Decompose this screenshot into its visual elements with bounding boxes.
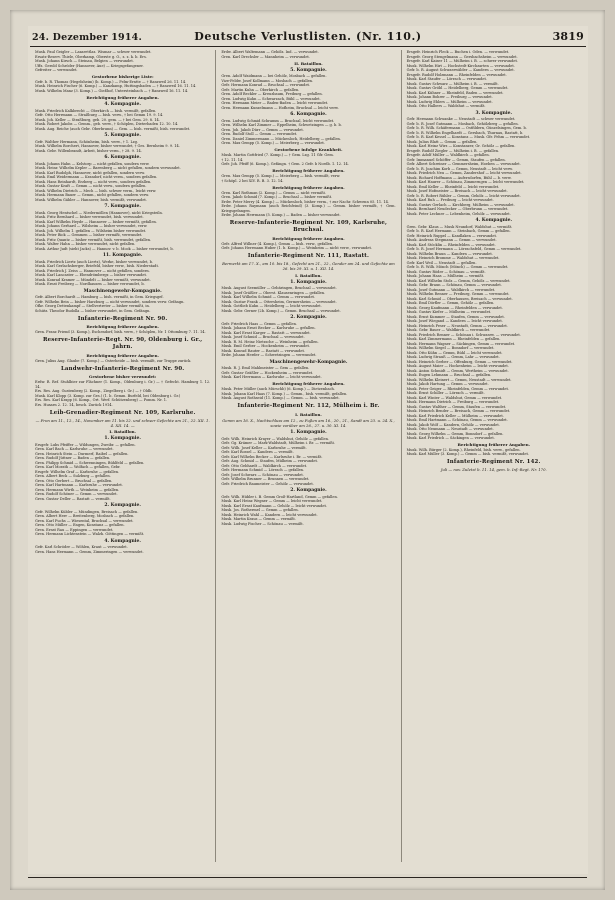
casualty-entry: Musk. Johann Haas — Mülheim — vermißt. xyxy=(406,274,485,278)
casualty-entry: Gefr. Albert Borchardt — Hamburg — bish. vermißt, in Gem. Kriegsgef. xyxy=(35,295,164,300)
casualty-entry: Gefr. b. R. Karl Hermann — Steinbach, Gemm — gefallen. xyxy=(406,229,511,233)
casualty-entry: Musk. Johann Kirsch — Steinau, Belgien — verwundet. xyxy=(35,59,134,63)
casualty-entry: Gren. Gebr. Klaus — Musk Neundorf, Waldshut — vermißt. xyxy=(406,224,513,229)
casualty-entry: Gefr. Gustav Gräßler — Hockenheim — verwundet. xyxy=(221,370,314,375)
casualty-entry: Musk. Ludwig Ehlers — Mülheim — verwundet. xyxy=(406,99,493,104)
casualty-entry: Gren. Adolf Beckler — Kreuzbaum, Freiburg — gefallen. xyxy=(221,92,323,97)
casualty-entry: Ers. Res. Karl Krapp (6. Komp., Ort. Werf. Schützenberg) — Pomm. Nr. 1. xyxy=(35,398,168,403)
casualty-entry: Musk. Paul Geigler — Lazarettlaz. Wismar — schwer verwundet. xyxy=(35,50,152,54)
text-column-1 xyxy=(30,50,215,862)
casualty-entry: Gefr. Otto Gebhardt — Waldkirch — verwundet. xyxy=(221,463,308,468)
casualty-entry: Gefr. Gg. Krämer — Mark-Waldstadt, Mülheim i. Br. — vermißt. xyxy=(221,441,336,446)
casualty-entry: Musk. Gustav Gerlach — Kirchberg, Mülheim — verwundet. xyxy=(406,202,515,207)
casualty-entry: Gren. Ludwig Kuhn — Schwarzach, Bühl — verwundet. xyxy=(221,96,321,101)
casualty-entry: Gefr. Wilh. Josef Keller — Karlsruhe — vermißt. xyxy=(221,445,307,450)
casualty-entry: Gefr. b. R. Thomas (Hegelsheim) (b. Komp.) — Felm-Erntte — † Ranzweil 26. 11. 14. xyxy=(35,79,187,84)
casualty-entry: Gefr. Karl Weil — Neustadt — gefallen. xyxy=(406,260,477,265)
casualty-entry: Musk. August Rothseid (11. Komp.) — Gemm. — bish. verwundet. xyxy=(221,396,340,401)
casualty-entry: Musk. Karl Müller (3. Komp.) — Gemm — bish. vermißt, verwundet. xyxy=(406,452,530,457)
company-heading: 2. Kompagnie. xyxy=(290,315,327,321)
casualty-entry: Gefr. Hermann Schmid — Lörrach — gefallen. xyxy=(221,468,305,473)
regiment-heading: Infanterie-Regiment Nr. 90. xyxy=(77,315,168,322)
casualty-entry: Gren. Albert Herr — Breitenberg, Mosbach — gefallen. xyxy=(35,514,135,519)
casualty-entry: Musk. Konrad Rauter — Rastatt — verwundet. xyxy=(221,348,306,353)
casualty-entry: Musk. Karl Staufer — Lörrach — verwundet. xyxy=(406,77,488,81)
text-column-2 xyxy=(215,50,400,862)
casualty-entry: Musk. Emil Keller — Rheinfeld — leicht verwundet. xyxy=(406,184,500,189)
casualty-entry: Gren. Max Gempp (5. Komp.) — Meierberg — bish. vermißt, verw. xyxy=(221,174,341,179)
casualty-entry: Musk. Andreas Stegmann — Gemm — verwundet. xyxy=(406,238,497,242)
columns-container xyxy=(30,50,586,862)
casualty-entry: Musk. Wilhelm Siegel — Bonndorf — verwundet. xyxy=(406,346,495,350)
casualty-entry: Gefr. Immanuel Schöffer — Gemm, Staufen — gefallen. xyxy=(406,157,506,162)
casualty-entry: Musk. Karl Heinz Wegner — Gemm — leicht verwundet. xyxy=(221,499,323,504)
casualty-entry: Musk. Gebr. Bauer — Waldkirch — verwundet. xyxy=(406,328,491,332)
company-heading: 7. Kompagnie. xyxy=(104,204,141,210)
casualty-entry: Musk. Anton Schmidt — Gemm, Wertheim — verwundet. xyxy=(406,368,509,373)
casualty-entry: Musk. Hermann Wagner — Säckingen, Gemm — verwundet. xyxy=(406,341,516,346)
casualty-entry: Musk. Heinr. Wilhelm Kepler — Barenberg — nicht gefallen, sondern verwundet. xyxy=(35,166,181,171)
casualty-entry: Gren. Heinrich Stein — Durmerf, Raibel — gefallen. xyxy=(35,451,129,456)
casualty-entry: Musk. Eugen Lehmann — Bruchsal — gefallen. xyxy=(406,373,492,377)
casualty-entry: Musk. Gebr. Gerner (2b. Komp.) — Gemm. Bruchsal — verwundet. xyxy=(221,308,341,313)
casualty-entry: Musk. Johann Gerhard — Wilsheim — bisher verwundet, verw. xyxy=(35,224,148,229)
casualty-entry: Gefr. Friedrich Baumeister — Gehölz — verwundet. xyxy=(221,481,314,486)
casualty-entry: Musk. Emil Hartmann — Schönau, Gemm — verwundet. xyxy=(406,418,508,422)
casualty-entry: Musk. Karl Ruh — Freiburg — leicht verwundet. xyxy=(406,198,494,202)
casualty-entry: Musk. Peter Müller (auch Mürschb) (6. Komp.) — Dietzenbach. xyxy=(221,387,335,392)
casualty-entry: Gren. Karl Drechsler — Mannheim — verwundet. xyxy=(221,54,310,59)
casualty-entry: Musk. Martin Gottfried (7. Komp.) — † Gem. Lzg. 11 Gfr. Gem. xyxy=(221,153,334,158)
casualty-entry: Musk. Karl Ernst Kaufmann — Gehölz — leicht verwundet. xyxy=(221,503,328,508)
casualty-entry: Gefr. Wilh. Heinrich Krayer — Waldshut, Gehölz — gefallen. xyxy=(221,436,330,441)
casualty-entry: Musk. Gebr. Braun — Schönau, Gemm — verwundet. xyxy=(406,283,502,287)
casualty-entry: Musk. Karl Wilhelm Schmid — Gemm — verwundet. xyxy=(221,295,316,300)
casualty-entry: Musk. Friedrich Kalkbrecht — Oberkirch — bish. vermißt, gefallen. xyxy=(35,108,157,113)
casualty-entry: Musk. Georg Kaufmann — Rheinfelden — verwundet. xyxy=(406,305,503,310)
casualty-entry: Gren. Karl Bach — Karlsruhe — verwundet. xyxy=(35,447,114,452)
date-range-note: Juli — nov. Zuletzt b. 11. 14, gem. b. Inf.-Regt. Nr. 170. xyxy=(440,467,547,473)
casualty-entry: Musk. Peter Bick — Gemmen — bisher vermißt, verwundet. xyxy=(35,233,143,238)
casualty-entry: Gren. Gustav Deller — Rastatt — vermißt. xyxy=(35,496,111,501)
casualty-entry: † 12. 11. 14. xyxy=(221,157,244,162)
casualty-entry: Musk. Wilhelm Kleinert — Gemm, Neustadt — verwundet. xyxy=(406,377,512,382)
subsection-heading: Berichtigung früherer Angaben. xyxy=(86,94,159,100)
casualty-entry: Gefr. b. R. Josef Gutmann — Mosbach, Gehölzberg — gefallen. xyxy=(406,121,519,126)
date-range-note: — Fron am 11., 12., 14., November am 11. bis 22. und schwer Gefechte am 21., 22. XII. 1. 4. XII. 14. — xyxy=(35,417,210,428)
bottom-rule xyxy=(28,877,587,878)
casualty-entry: Musk. Josef Hofmeister — Breisach — leicht verwundet. xyxy=(406,189,508,193)
casualty-entry: Gren. Adolf Waidmann — bei Gehölz, Mosbach — gefallen. xyxy=(221,74,327,79)
casualty-entry: Musk. R. J. Emil Mahlmeister — Gem — gefallen. xyxy=(221,366,310,371)
casualty-entry: Gren. Rudolf Schöner — Gemm — verwundet. xyxy=(35,492,118,497)
casualty-entry: Musk. Karl Friedrich Keller — Mülheim — verwundet. xyxy=(406,413,504,418)
casualty-entry: Musk. Otto Kühn — Gemm, Bühl — leicht verwundet. xyxy=(406,350,503,355)
regiment-heading: Infanterie-Regiment Nr. 112, Mülheim i. Br. xyxy=(237,403,380,410)
company-heading: 5. Kompagnie. xyxy=(290,67,327,73)
casualty-entry: Gren. Ludwig Schmid Schramm — Bruchsal, leicht verwundet. xyxy=(221,118,335,123)
subsection-heading: Berichtigung früherer Angaben. xyxy=(86,324,159,330)
casualty-entry: Ersgefr. Karl Kaiser 11 — Mülheim i. B. — schwer verwundet. xyxy=(406,59,519,63)
casualty-entry: Musk. Martin Kraus — Gemm — vermißt. xyxy=(221,517,296,522)
casualty-entry: Musk. Peter Lechner — Lebenheim, Gehölz — verwundet. xyxy=(406,211,511,216)
masthead-title: Deutsche Verlustlisten. (Nr. 110.) xyxy=(194,30,422,43)
subsection-heading: Gestorbene bisherige Liste: xyxy=(91,74,154,79)
casualty-entry: Musk. Konrad Kramer — Mündelt — bisher vermißt, verwundet. xyxy=(35,277,151,282)
casualty-entry: Gefr. Otto Herrmann — Straßburg — bish. verw., † bei Gemm 19. 9. 14. xyxy=(35,113,164,118)
casualty-entry: Gefr. b. R. Karl Kessel — Konstanz — Musk. Gfr. Fehm — verwundet. xyxy=(406,135,531,139)
casualty-entry: Gren. Franz Friend (3. Komp.), Eschendorf, bish. verw., † Schöplen, Nr. 1 Ottomburg 7. 11. 14. xyxy=(35,330,206,335)
casualty-entry: Gren. Albert Beck — Sulzburg — gefallen. xyxy=(35,474,111,479)
casualty-entry: Musk. Karl Rudolph, Hannover, nicht gefallen, sondern verw. xyxy=(35,170,145,175)
casualty-entry: Ersgefr. Lubs Pfeiffer — Wildungen, Zweibr. — gefallen. xyxy=(35,442,136,447)
subsection-heading: Berichtigung früherer Angaben. xyxy=(272,235,345,241)
casualty-entry: Musk. Friedrich Neu — Gemm, Zandershof — leicht verwundet. xyxy=(406,171,522,175)
casualty-entry: Erdw. Peter Merry (4. Komp.) — Mückenloch, bisher verm., † zur Nachr. Schwenn 05. 11. 14. xyxy=(221,199,390,204)
casualty-entry: Erdw. Johann Herder — Schwetzingen — verwundet. xyxy=(221,353,317,358)
regiment-heading: Leib-Grenadier-Regiment Nr. 109, Karlsruhe. xyxy=(49,409,196,416)
casualty-entry: Gefr. Alfred Willner (4. Komp.), Gemm — bish. verw., gefallen. xyxy=(221,241,334,246)
subsection-heading: Berichtigung früherer Angaben. xyxy=(272,381,345,387)
casualty-entry: Musk. Emil Weidermann — Krandorf, nicht verm., sondern gefallen. xyxy=(35,175,158,180)
casualty-entry: Musk. Wilhelm Borchert, Hannover, bisher verwundet, † Ges. Bernheim 9. 9. 14. xyxy=(35,144,180,149)
subsection-heading: I. Bataillon. xyxy=(109,429,136,435)
casualty-entry: Musk. Jakob Wolf — Kandern, Gehölz — verwundet. xyxy=(406,422,500,427)
casualty-entry: Ers. Husarn 2. 12. 14, besch. Zurück 1914. xyxy=(35,402,113,407)
subsection-heading: Berichtigung früherer Angaben. xyxy=(272,168,345,174)
casualty-entry: Musk. Emil Dörfler — Gemm, Gehölz — gefallen. xyxy=(406,301,495,305)
casualty-entry: Musk. Otto Halbers — Waldshut — vermißt. xyxy=(406,104,486,108)
casualty-entry: Musk. Karl Kühner — Rheinfeld, Baden — verwundet. xyxy=(406,90,504,95)
casualty-entry: Gren. Philipp Schmid — Schwenningen, Bühlfeld — gefallen. xyxy=(35,460,145,465)
company-heading: 4. Kompagnie. xyxy=(104,538,141,544)
casualty-entry: Gren. Hans Hermann — Gemm, Zimmeringen — verwundet. xyxy=(35,549,144,554)
casualty-entry: Musk. Heinrich Bender — Breisach, Gemm — verwundet. xyxy=(406,409,511,413)
casualty-entry: Gefr. b. R. Wilh. Schäfermann — Ostfildern, Günzelsingen, Gem. b. xyxy=(406,126,527,130)
casualty-entry: Musk. Josef Gräßler — Oberst. Klausenringen — gefallen. xyxy=(221,290,326,295)
casualty-entry: Musk. Karl Schmid — Oberhausen, Breisach — verwundet. xyxy=(406,296,513,301)
casualty-entry: Musk. Heinrich Wahl — Kandern — leicht verwundet. xyxy=(221,512,318,517)
casualty-entry: Musk. Heinrich Feser — Neustadt, Gemm — verwundet. xyxy=(406,323,508,328)
subsection-heading: Berichtigung früherer Angaben. xyxy=(457,442,530,447)
casualty-entry: Uffz. Gerold Schröder (Hannover, Aue) — Kriegsgefangener. xyxy=(35,63,144,68)
casualty-entry: Musk. Karl Lancaster — Ebendrömbergz — bisher verwundet. xyxy=(35,273,148,278)
company-heading: 6. Kompagnie. xyxy=(290,112,327,118)
casualty-entry: Musk. Josef Gutmann — Waldkirch — verwundet. xyxy=(406,287,496,292)
casualty-entry: Erdw. Albert Waltemann — Gehölz. Ind. — verwundet. xyxy=(221,50,319,54)
company-heading: 6. Kompagnie. xyxy=(104,155,141,161)
casualty-entry: Gren. Karl Morath — Wolfach — gefallen, Gebr. xyxy=(35,465,121,470)
casualty-entry: Musk. Wilhelm Renner — Freiburg, Gemm — verwundet. xyxy=(406,292,510,296)
casualty-entry: Musk. Gustav Schwarz — Mülheim i. B. — vermißt. xyxy=(406,81,499,86)
casualty-entry: Gefr. Hermann Konrad — Bruchsal — verwundet. xyxy=(221,83,311,88)
casualty-entry: Musk. Karl Stöcklin — Rheinfelden — verwundet. xyxy=(406,242,496,247)
casualty-entry: Musk. Karl Wilhelm Stolz — Gemm, Gehölz — verwundet. xyxy=(406,278,511,283)
casualty-entry: Gefr. Wilhelm Bein — bisher Harzburg — nicht verwundet, sondern verw. Gefängn. xyxy=(35,299,185,304)
casualty-entry: Gefr. b. R. August Schwarzwälder — Kandern — verwundet. xyxy=(406,68,515,72)
casualty-entry: Musk. Aug. Reiche (auch Gebr. Oberbrunn) — Gem. — bish. vermißt, bish. verwundet. xyxy=(35,126,191,131)
subsection-heading: Berichtigung früherer Angaben. xyxy=(86,352,159,358)
casualty-entry: Gefr. b. R. Robert Rühler — Gemm, Gehölz — leicht verwundet. xyxy=(406,193,521,198)
casualty-entry: Gefr. Aug. Schmid — Staufen, Mülheim — verwundet. xyxy=(221,459,319,464)
casualty-entry: Gefr. Karl Wilhelm Becker — Karlsruhe i. Br. — vermißt. xyxy=(221,454,323,459)
subsection-heading: I. Bataillon. xyxy=(295,411,322,417)
casualty-entry: Musk. Karl Klopp (3. Komp. zur Ges.) (1. b. Gemm. Burfeld, bei Oldenburg i. Gr.) xyxy=(35,393,181,398)
casualty-entry: Gren. Jakob Schmid (7. Komp.) — Bruchsal — bisher vermißt. xyxy=(221,195,333,200)
casualty-entry: Gren. Rudolf Jüttner — Baden — gefallen. xyxy=(35,456,111,461)
casualty-entry: Gefr. Friedrich Haas — Gemm — gefallen. xyxy=(221,321,297,326)
company-heading: 11. Kompagnie. xyxy=(102,253,143,259)
casualty-entry: Ers. Res. Aug. Gustenberg (2. Komp., Ziegelberg i. Gr.) — † Oldb. xyxy=(35,389,153,394)
company-heading: Maschinengewehr-Kompagnie. xyxy=(83,288,162,294)
casualty-entry: Musk. Arthur Judt (sieht Jacks) — Hannov. v. b. Mock — bisher verwundet, b. xyxy=(35,246,174,251)
casualty-entry: Schütz. Theodor Rudolla — bisher verwundet, in Gem. Gefängn. xyxy=(35,308,151,313)
casualty-entry: Gren. Joh. Jakob Dürr — Gemm — verwundet. xyxy=(221,127,304,132)
casualty-entry: † Schöpl. 2 bei XIV. R. B. 3. 12. 14. xyxy=(221,178,284,183)
subsection-heading: II. Bataillon. xyxy=(294,60,323,66)
casualty-entry: Musk. Ernst Freiberg — Nordhausen — bisher verwundet, b. xyxy=(35,282,145,287)
date-range-note: Bermerkt am 17. X., am 10. bis 18., Gefecht am 21., 22., Gender am 24. und Gefechte am 26. bis 29. XI. u. 1. XII. 14. xyxy=(222,261,395,272)
subsection-heading: Gestorbene infolge Krankheit. xyxy=(274,147,343,153)
casualty-entry: Musk. Georg Wilhelm — Gemm, Bonndorf — gefallen. xyxy=(406,431,504,436)
casualty-entry: Erdw. Johann Raymann (auch Reichfeind) (3. Komp.) — Gemm. bisher vermißt, † Gem. Kriegsgefangen. xyxy=(221,204,396,213)
casualty-entry: Musk. Fritz Quantz — bisher vermißt, bish. verwundet, gefallen. xyxy=(35,237,152,242)
casualty-entry: Musk. Gustav Frank — Ottersheim, Germersheim — verwundet. xyxy=(221,299,337,304)
masthead-date: 24. Dezember 1914. xyxy=(32,32,142,43)
casualty-entry: Musk. Karl Ernst Karger — Rastatt — verwundet. xyxy=(221,330,311,335)
casualty-entry: Musk. Karl Heinz Wirz — Konstanzer, Gr. Gehölz — gefallen. xyxy=(406,144,516,148)
casualty-entry: Gren. Karl Rothman (2. Komp.) — Gemm — nicht vermißt. xyxy=(221,190,327,195)
casualty-entry: Vize-Feldw. Josef Kollmann — Mosbach — gefallen. xyxy=(221,78,314,83)
casualty-entry: Musk. August Maier — Hockenheim — leicht verwundet. xyxy=(406,364,509,368)
casualty-entry: Musk. Hermann Dietrich — Freiburg — verwundet. xyxy=(406,400,500,404)
casualty-entry: Musk. Emil Gerber — Hockenheim — verwundet. xyxy=(221,344,311,349)
company-heading: 3. Kompagnie. xyxy=(475,110,513,116)
casualty-entry: Gefr. Albert Schreiner — Gemmersheim, Hoeben — verwundet. xyxy=(406,162,521,166)
casualty-entry: Erdw. R. Ref. Stuhlbier zur Flächner (1. Komp., Oldenburg i. Gr.) — † Gefecht. Hamburg 1. 12. 14. xyxy=(35,380,211,389)
casualty-entry: Musk. Gustav Kiefer — Mülheim — verwundet. xyxy=(406,310,492,314)
casualty-entry: Gefr. Johann Herrmann Huber (1. b. Komp.) — Weinheim — nicht verw., verwundet. xyxy=(221,246,373,251)
regiment-heading: Reserve-Infanterie-Regiment Nr. 109, Karlsruhe, Bruchsal. xyxy=(229,220,388,234)
casualty-entry: Musk. Wilhelm Hirt — Hochstedt-Kirchzarten — verwundet. xyxy=(406,63,515,68)
casualty-entry: Musk. Johann Ernst Becker — Karlsruhe — gefallen. xyxy=(221,326,316,331)
regiment-heading: Reserve-Infanterie-Regt. Nr. 90, Oldenburg i. Gr., Jahrn. xyxy=(42,337,203,351)
casualty-entry: Musk. Karl Haurer — Schönau, Zimmerngen — leicht verwundet. xyxy=(406,180,525,184)
casualty-entry: Musk. August Seemüller — Gebäringen, Bruchsal — verwundet. xyxy=(221,286,337,291)
casualty-entry: Gefr. Wilhelm Kübler — Mündingen, Breisach — gefallen. xyxy=(35,509,139,514)
casualty-entry: Musk. Gebr. Willenbrandt, Arbeit, bisher verm., † 28. 9. 14. xyxy=(35,148,142,153)
company-heading: Maschinengewehr-Kompagnie. xyxy=(269,359,348,365)
subsection-heading: I. Bataillon. xyxy=(295,272,322,278)
casualty-entry: Gefr. Wilhelm Brunner — Brunnen — verwundet. xyxy=(221,477,310,482)
casualty-entry: Gren. Otto Müller — Engen, Konstanz — gefallen. xyxy=(35,523,125,528)
casualty-entry: Musk. Robert Jakobs — Gemm., geb. verw., † Schöplen, Dieterbaden 12. 10. 14. xyxy=(35,122,179,127)
paper-background xyxy=(10,10,605,890)
casualty-entry: Gren. Hermann Wirth — Weinheim — gefallen. xyxy=(35,487,120,492)
casualty-entry: Ersgefr. Rudolf Holzmann — Rheinfelden — verwundet. xyxy=(406,72,507,77)
casualty-entry: Musk. Fritz Bernhard — bisher verwundet, bish. verwundet. xyxy=(35,215,144,220)
casualty-entry: Gren. Hermann Kunzelmann — Hofheim, Bruchsal — leicht verw. xyxy=(221,105,339,110)
casualty-entry: Musk. Peter Geiger — Rheinfelden, Gemm — verwundet. xyxy=(406,386,510,391)
casualty-entry: Musk. Karl Wilhelm Heyde — Hannover — bisher vermißt, gefallen. xyxy=(35,219,157,224)
casualty-entry: Musk. Jakob Hartung — Gemm — verwundet. xyxy=(406,382,489,386)
casualty-entry: Musk. Josef Wiegand — Kandern — leicht verwundet. xyxy=(406,319,503,323)
casualty-entry: Ersgefr. Adolf Müller — Waldkirch — gefallen. xyxy=(406,153,490,157)
casualty-entry: Musk. Walter Hahn — bisher verwundet, nicht gefallen. xyxy=(35,242,136,247)
casualty-entry: Gefr. Walther Hermann, Schönheim, bish. verw., † 1. Lzg. xyxy=(35,139,139,144)
casualty-entry: Musk. Wilhelm Manz (3. Komp.) — Gießhof, Untersteinbach — † Ranzweil 16. 11. 14. xyxy=(35,88,189,93)
casualty-entry: Gefr. Hermann Schwanke — Neustadt — schwer verwundet. xyxy=(406,117,516,121)
casualty-entry: Musk. Gottlieb Kuhn — Heidelberg — leicht verwundet. xyxy=(221,304,322,309)
casualty-entry: Musk. Josef Schmid — Bruchsal — verwundet. xyxy=(221,335,305,340)
casualty-entry: Musk. Gustav Walther — Gemm, Staufen — verwundet. xyxy=(406,404,507,409)
casualty-entry: Musk. Hermann Bauer — Gemm., nicht gefallen, sondern verw. xyxy=(35,193,150,198)
casualty-entry: Musk. Wilh. Bürger (2. Komp.), Rheinfeld, bish. verw., gefallen. xyxy=(406,447,521,452)
casualty-entry: Musk. Joh. Keller — Straßburg, geb. 20. gem. — † bei Gem. 29. 8. 14. xyxy=(35,117,160,122)
casualty-entry: Musk. Heinrich Bromme — Waldshut — verwundet. xyxy=(406,256,500,260)
company-heading: 4. Kompagnie. xyxy=(104,102,141,108)
casualty-entry: Musk. Karl Gerlachsberger, Briefeld, bisher verw., bish. Niederstadt. xyxy=(35,264,160,269)
masthead xyxy=(30,26,586,47)
casualty-entry: Gefr. Karl Schröder — Wöhlen, Kraut — verwundet. xyxy=(35,545,128,550)
casualty-entry: Musk. Karl Zimmermann — Rheinfelden — gefallen. xyxy=(406,337,501,341)
casualty-entry: Gefr. Josef Schwarz — Schönau — verwundet. xyxy=(221,472,304,477)
casualty-entry: Musk. Heinrich Gerber — Offenburg, Gemm — verwundet. xyxy=(406,359,513,364)
company-heading: 2. Kompagnie. xyxy=(290,488,327,494)
casualty-entry: Gren. Daniel Zimmermann — Mückenloch, Heidelberg — gefallen. xyxy=(221,136,341,141)
company-heading: 1. Kompagnie. xyxy=(290,279,327,285)
regiment-heading: Landwehr-Infanterie-Regiment Nr. 90. xyxy=(60,365,185,372)
casualty-entry: Gefr. b. R. Joachim Korb — Gemm, Neustadt — leicht verw. xyxy=(406,166,513,171)
casualty-entry: Musk. Richard Hoffmann — Aufersdorfen, Bühl — b. verw. xyxy=(406,175,512,180)
casualty-entry: Gefr. b. R. Wilh. Mönch (Mönch) — Gemm — verwundet. xyxy=(406,265,509,269)
casualty-entry: Gren. Hermann Meier — Baden-Baden — leicht verwundet. xyxy=(221,101,329,106)
casualty-entry: Gefr. b. R. Josef Hermann — Lörrachsfeld, Gemm — verwundet. xyxy=(406,247,522,251)
company-heading: 1. Kompagnie. xyxy=(290,430,327,436)
casualty-entry: Musk. Karl Winter — Waldshut, Gemm — verwundet. xyxy=(406,395,503,400)
company-heading: 1. Kompagnie. xyxy=(104,436,141,442)
casualty-entry: Erdw. Johann Herrmann (5. Komp.) — Baden — bisher verwundet. xyxy=(221,213,341,218)
casualty-entry: Musk. Georg Hentschel — Niedermöllen (Hannover), nicht Kriegsteiln. xyxy=(35,210,163,215)
text-column-3 xyxy=(401,50,586,862)
subsection-heading: Gestorbene bisher verwundet: xyxy=(88,374,157,380)
casualty-entry: Musk. Johann Hahn — Kelstorp — nicht gefallen, sondern verw. xyxy=(35,161,150,166)
casualty-entry: Ersgefr. Georg Stengelmann — Gersbachsheim — verwundet. xyxy=(406,54,518,59)
casualty-entry: Gefr. Martin Kuhn — Oberkirch — gefallen. xyxy=(221,87,300,92)
casualty-entry: Musk. Ludwig Fischer — Schönau — vermißt. xyxy=(221,521,304,526)
casualty-entry: Musk. Gustav Gröbl — Heidelberg, Gemm — verwundet. xyxy=(406,86,509,90)
casualty-entry: Musk. Julius Blatt — Gemm — gefallen. xyxy=(406,139,478,144)
casualty-entry: Musk. Karl Herrmann — Karlsruhe — leicht verwundet. xyxy=(221,375,322,380)
casualty-entry: Musk. Friedrich Liertz (auch Liertz), Werke, bisher verwundet, b. xyxy=(35,259,154,264)
newspaper-sheet xyxy=(28,26,588,874)
company-heading: 4. Kompagnie. xyxy=(475,218,513,223)
casualty-entry: Gren. Rudolf Stoll — Gemm — verwundet. xyxy=(221,132,298,137)
casualty-entry: Musk. Jos. Rothermel — Gemm — gefallen. xyxy=(221,508,299,513)
casualty-entry: Musk. Friedrich J. Zeiss — Hannover — nicht gefallen, sondern. xyxy=(35,268,150,273)
regiment-heading: Infanterie-Regiment Nr. 142. xyxy=(447,459,541,466)
date-range-note: Gemm am 16. X., Nachtschluss am 12., zu Fußen am 16., 20., 21., Sandt am 23. u. 24. X., sowie vorüber am 26., 27. u. 30. XI. 14. xyxy=(222,418,395,429)
casualty-entry: Musk. Ludwig Strauß — Gemm, Lahr — verwundet. xyxy=(406,355,500,359)
casualty-entry: Gren. Hermann Lichtenstein — Walzh. Göttingen — vermißt. xyxy=(35,532,145,537)
casualty-entry: Gren. Max Gempp (5. Komp.) — Meierberg — verwundet. xyxy=(221,141,325,146)
regiment-heading: Infanterie-Regiment Nr. 111, Rastatt. xyxy=(247,253,370,260)
subsection-heading: Berichtigung früherer Angaben. xyxy=(272,184,345,190)
casualty-entry: Gren. Wilhelm Karl Zimmer — Eppelheim, Schwetzingen — g. b. b. xyxy=(221,123,342,128)
casualty-entry: Gefr. Heinrich Ruppel — Kandlaken — verwundet. xyxy=(406,233,498,238)
casualty-entry: Musk. Heinrich Fischer (6. Komp.) — Kanzkamp, Huttingsbaden — † Ranzweil 16. 11. 14. xyxy=(35,84,197,89)
casualty-entry: Musk. Hans Reinhardt, Erzberg — nicht verw., sondern gefallen. xyxy=(35,179,152,184)
casualty-entry: Gefr. b. R. Wilhelm Engelhardt — Gersbach, Thurnau, Rastatt, b. xyxy=(406,130,524,135)
casualty-entry: Gren. Otto Gerbert — Bruchsal — gefallen. xyxy=(35,478,113,483)
casualty-entry: Gefreiter — verwundet. xyxy=(35,68,78,72)
casualty-entry: Ersgefr. Wilhelm Graf — Karlsruhe — gefallen. xyxy=(35,469,120,474)
company-heading: 2. Kompagnie. xyxy=(104,503,141,509)
casualty-entry: Ersgefr. Rudolf Ziegler — Mülheim i. B. — gefallen. xyxy=(406,148,500,153)
casualty-entry: Musk. Bernhard Neudecker — Oberbrunn — verwundet. xyxy=(406,207,509,211)
casualty-entry: Musk. Gustav Kraft — Gemm — nicht verw., sondern gefallen. xyxy=(35,184,147,189)
casualty-entry: Ersgefr. Heinrich Fleck — Buchen i. Oden. — verwundet. xyxy=(406,50,510,54)
company-heading: 5. Kompagnie. xyxy=(104,133,141,139)
casualty-entry: Musk. Friedrich Renner — Schönau i. Schwarzw. — verwundet. xyxy=(406,332,521,337)
casualty-entry: Musk. Wilhelm Dietrich — Mech — bish. schwer verm., leicht verw. xyxy=(35,188,157,193)
casualty-entry: Gren. Ernst Rau — Eppingen — verwundet. xyxy=(35,527,114,532)
casualty-entry: Musk. Wilhelm Braun — Kandern — verwundet. xyxy=(406,251,493,256)
masthead-page-number: 3819 xyxy=(552,30,584,43)
casualty-entry: Gefr. Wilh. Hübler i. B. Gemm Groß-Hartland, Gemm — gefallen. xyxy=(221,494,338,499)
casualty-entry: Ofkr. Georg Dettenkampf — Stellvertreter — bisher vermißt, in. xyxy=(35,304,150,309)
casualty-entry: Gren. Julius Aug. Glaube (7. Komp.) — Osterheide — bish. vermißt, zur Truppe zurück. xyxy=(35,358,192,363)
casualty-entry: Musk. Johann Bohrer — Freiburg — verwundet. xyxy=(406,95,493,99)
casualty-entry: Musk. Ernst Schiller — Lörrach — vermißt. xyxy=(406,391,485,395)
casualty-entry: Musk. Johann Karl Haas (7. Komp.) — Gemm., bish. vermißt, gefallen. xyxy=(221,391,348,396)
casualty-entry: Musk. Karl Friedrich — Säckingen — verwundet. xyxy=(406,436,495,440)
casualty-entry: Musk. Otto Neumann — Neustadt — verwundet. xyxy=(406,427,494,431)
casualty-entry: Musk. Ernst Kummer — Staufen, Gemm — verwundet. xyxy=(406,314,505,319)
casualty-entry: Gefr. Joh. Pfeiff (6. Komp.), Gefängn. † Gem. 2 Gefr. b Nordb. 1. 12. 14. xyxy=(221,162,349,167)
casualty-entry: Musk. Joh. Wilhelm 1. gefallen — Wilsheim bisher verwundet. xyxy=(35,228,147,233)
casualty-entry: Ersatz-Reserv. Thiele, Oberkamp, Oberste g. O., z. z. k. b. Ers. xyxy=(35,54,147,59)
casualty-entry: Gren. Karl Fuchs — Wiesental, Bruchsal — verwundet. xyxy=(35,518,134,523)
casualty-entry: Musk. Wilhelm Gähler — Hannover, bish. vermißt, verwundet. xyxy=(35,197,147,202)
casualty-entry: Musk. Gustav Röder — Schönau — vermißt. xyxy=(406,269,486,274)
casualty-entry: Gefr. Karl Rossel — Kandern — vermißt. xyxy=(221,450,294,455)
casualty-entry: Musk. R. M. Heinz Nietzsche — Weinheim — gefallen. xyxy=(221,339,319,344)
casualty-entry: Gren. Karl Hartmann — Karlsruhe — verwundet. xyxy=(35,483,123,488)
